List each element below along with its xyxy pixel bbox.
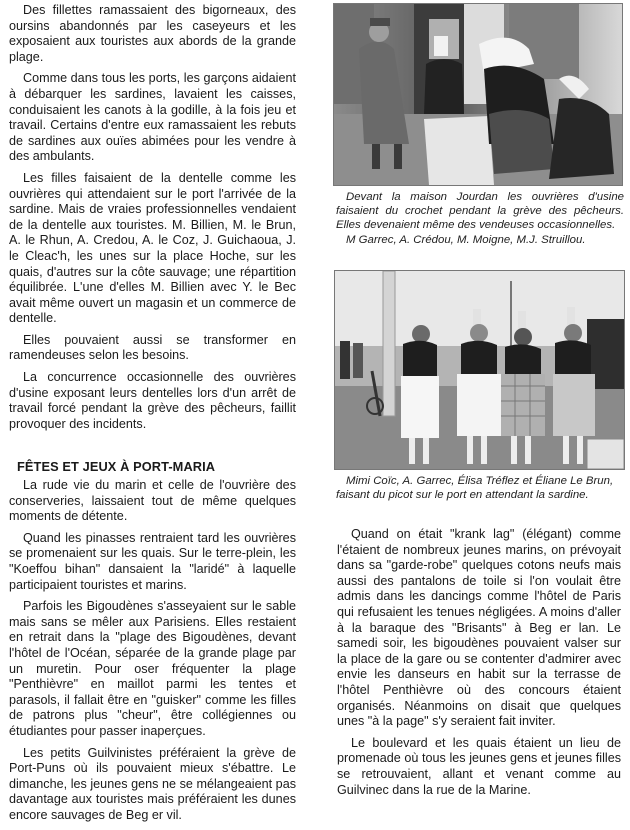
right-column: [337, 527, 621, 804]
paragraph: Des fillettes ramassaient des bigorneaux, des oursins abandonnés par les caseyeurs et les exposaient aux touristes aux abords de la grande plage.: [9, 3, 296, 64]
paragraph: Quand les pinasses rentraient tard les ouvrières se promenaient sur les quais. Sur le terre-plein, les "Koeffou bihan" dansaient la "laridé" à laquelle participaient touristes et marins.: [9, 530, 296, 592]
section-heading: FÊTES ET JEUX À PORT-MARIA: [17, 459, 216, 475]
photo-caption: [336, 474, 624, 502]
caption-names: Mimi Coïc, A. Garrec, Élisa Tréflez et Éliane Le Brun,: [346, 475, 614, 487]
caption-text: Devant la maison Jourdan les ouvrières d'usine faisaient du crochet pendant la grève des pêcheurs. Elles devenaient même des vendeuses occasionnelles.: [336, 191, 624, 232]
caption-names: M Garrec, A. Crédou, M. Moigne, M.J. Struillou.: [346, 233, 586, 246]
paragraph: Parfois les Bigoudènes s'asseyaient sur le sable mais sans se mêler aux Parisiens. Elles restaient en retrait dans la "plage des Bigoudènes, devant l'hôtel de l'Océan, séparée de la grande plage par un muretin. Pour oser fréquenter la plage "Penthièvre" en maillot parmi les tentes et parasols, il fallait être en "guisker" comme les filles de patrons plus "cheur", être collégiennes ou étudiantes pour passer inaperçues.: [9, 599, 296, 738]
paragraph: Les filles faisaient de la dentelle comme les ouvrières qui attendaient sur le port l'arrivée de la sardine. Mais de vraies professionnelles vendaient de la dentelle aux touristes. M. Billien, M. le Brun, A. le Rhun, A. Credou, A. le Coz, J. Guichaoua, J. le Cleac'h, les unes sur la place Hoche, sur les quais, d'autres sur la côte sauvage; une répartition équilibrée. L'une d'elles M. Billien avec Y. le Bec avait même ouvert un magasin et un commerce de dentelle.: [9, 170, 296, 326]
photo-caption: [336, 190, 624, 247]
photo-image: [335, 271, 624, 469]
paragraph: Comme dans tous les ports, les garçons aidaient à débarquer les sardines, lavaient les caisses, conduisaient les canots à la godille, à la fois jeu et travail. Certains d'entre eux ramassaient les rebuts de sardines aux ouïes abimées pour les vendre à des ambulants.: [9, 71, 296, 164]
caption-text: faisant du picot sur le port en attendant la sardine.: [336, 489, 589, 502]
paragraph: Quand on était "krank lag" (élégant) comme l'étaient de nombreux jeunes marins, on prévoyait dans sa "garde-robe" quelques cotons neufs mais aussi des pantalons de toile si l'on voulait être admis dans les dancings comme l'hôtel de Paris qui refusaient les tenues négligées. A moins d'aller à la baraque des "Brisants" à Beg er lan. Le samedi soir, les bigoudènes pouvaient valser sur la place de la gare ou se contenter d'admirer avec envie les danseurs en habit sur la terrasse de l'hôtel Penthièvre où des concours étaient organisés. Néanmoins on disait que quelques unes "à la page" s'y seraient fait inviter.: [337, 527, 621, 729]
photo-image: [334, 4, 622, 185]
paragraph: Le boulevard et les quais étaient un lieu de promenade où tous les jeunes gens et jeunes filles se retrouvaient, allant et venant comme au Guilvinec dans la rue de la Marine.: [337, 735, 621, 797]
photo-women-on-port: [334, 270, 625, 470]
paragraph: La rude vie du marin et celle de l'ouvrière des conserveries, laissaient tout de même quelques moments de détente.: [9, 478, 296, 524]
paragraph: Elles pouvaient aussi se transformer en ramendeuses selon les besoins.: [9, 332, 296, 363]
photo-lace-workers-house: [333, 3, 623, 186]
left-column: [9, 3, 296, 830]
paragraph: Les petits Guilvinistes préféraient la grève de Port-Puns où ils pouvaient mieux s'ébattre. Le dimanche, les jeunes gens ne se mélangeaient pas davantage aux touristes mais préféraient les dunes encore sauvages de Beg er vil.: [9, 745, 296, 822]
paragraph: La concurrence occasionnelle des ouvrières d'usine exposant leurs dentelles lors d'un arrêt de travail forcé pendant la grève des pêcheurs, faillit provoquer des incidents.: [9, 370, 296, 431]
